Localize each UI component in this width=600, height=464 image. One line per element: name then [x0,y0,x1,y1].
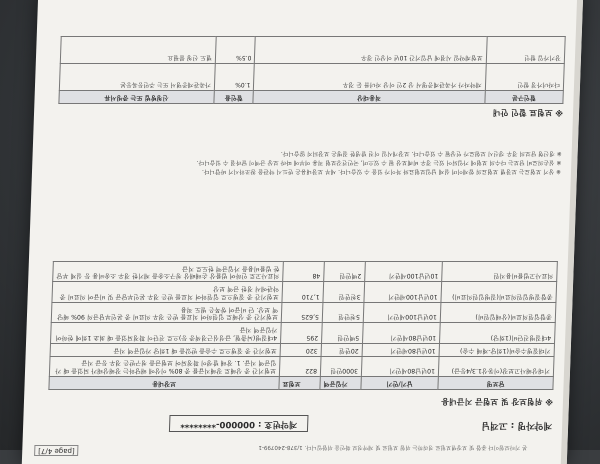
cell-amount: 20만원 [321,344,362,357]
section-discount-title: ※ 보험료 할인 안내 [492,108,564,117]
table-row [52,282,557,303]
cell-amount: 2백만원 [324,262,366,283]
table-row [51,303,556,324]
cell-premium: 48 [283,262,325,283]
table-row [59,64,564,91]
col-premium: 보험료 [279,377,320,390]
footnotes [56,146,562,174]
cell-period: 10년납80세만기 [363,323,441,344]
cell-content: 보험기간 중 상해로 장해지급률 중 80% 이상에 해당하는 장해상태가 되었을 때 가입금액 지급. 1. 장해 발생이 확정되어 보험금을 청구받은 경우 등급 지급 [49,356,280,377]
footnote: ※ 상기 보험료는 보장별 보험료의 합계이며 실제 납입보험료와 차이가 있을 수 있습니다. 세부 보장내용은 반드시 약관을 참조하시기 바랍니다. [201,168,562,174]
cell-target: 보험계약일 시점에 납입기간 10년 이상인 경우 [255,37,487,64]
cell-period: 10년납80세만기 [362,344,439,357]
col-coverage-name: 담보명 [438,377,553,390]
cell-content: 보험기간 중 상해로 입원하여 치료를 받은 경우 의료비 중 본인부담금의 90% 해당액 보상. 단 비급여 항목은 별도 적용 [51,303,282,324]
cell-name: 기대질병수술비(1회당-재해 수술) [439,344,554,357]
cell-content: 보험기간 중 질병으로 입원하여 치료를 받은 경우 본인부담금 및 비급여 의료비 중 약관에서 정한 금액 보상 [52,282,283,303]
cell-premium: 822 [279,356,321,377]
table-row [50,344,554,357]
cell-premium: 5,625 [281,303,323,324]
cell-period: 10년납100세만기 [363,303,441,324]
col-target: 적용대상 [253,91,485,104]
discount-table-header [59,91,563,104]
cell-name: 종합입원의료비(상해입원비) [440,303,556,324]
cell-amount: 5백만원 [322,323,364,344]
col-period: 납기/만기 [361,377,438,390]
discount-table [58,36,565,104]
col-method: 신청방법 또는 증빙서류 [59,91,214,104]
cell-name: 종합질병입원의료비(질병입원의료비) [441,282,557,303]
cell-target: 계약자가 가족관계증명서 상 2인 이상 자녀를 둔 경우 [254,64,486,91]
document-page [22,0,583,464]
col-insured-amount: 가입금액 [320,377,361,390]
cell-type: 다자녀가정 할인 [485,64,564,91]
col-coverage-content: 보장내용 [49,377,279,390]
cell-content: 보험기간 중 질병으로 수술을 받았을 때 1회당 가입금액 지급 [50,344,280,357]
cell-premium: 320 [280,344,321,357]
footnote: ※ 실손의료비 담보는 다수의 보험에 가입되어 있는 경우 비례보상 될 수 있으며, 국민건강보험 적용 여부에 따라 보상 금액이 달라질 수 있습니다. [196,158,562,165]
cell-rate: 0.5% [215,37,255,64]
cell-period: 10년납100세만기 [364,282,442,303]
cell-content: 4대질병(뇌출혈, 급성심근경색증 등)으로 진단이 확정되었을 때 최초 1회에 한하여 가입금액 지급 [51,323,282,344]
cell-period: 10년납80세만기 [361,356,439,377]
cell-name: 기대상해사고보장(이동상1.3/4등급) [438,356,554,377]
cell-amount: 5천만원 [322,303,364,324]
cell-premium: 1,710 [282,282,324,303]
table-row [49,356,554,377]
col-rate: 할인율 [214,91,254,104]
footnote: ※ 갱신형 담보의 경우 갱신시 보험료가 인상될 수 있습니다. 보장개시일 이전 발생한 질병은 보장되지 않습니다. [280,149,562,156]
cell-rate: 1.0% [214,64,254,91]
policyholder-title: 계약자명 : 고객님 [481,420,553,430]
cell-content: 의료사고로 인하여 법률상 손해배상 청구소송을 제기한 경우 소송비용 등 실제 부담한 법률비용을 가입금액 한도로 지급 [53,262,284,283]
cell-amount: 3000만원 [320,356,362,377]
table-row [51,323,556,344]
cell-method: 가족관계증명서 또는 주민등록등본 [59,64,215,91]
cell-name: 4대질병진단비(1회당) [440,323,556,344]
col-discount-type: 할인구분 [484,91,563,104]
cell-period: 10년납100세만기 [365,262,443,283]
contract-number: 계약번호 : 000000-******** [169,415,308,432]
document-header: 본 기타보험이다 종합 및 보장별보험료 정리하는 위험 보험료 및 계약정보 확인을 위함입니다. 1/378-240799-1 [258,444,528,450]
section-coverage-title: ※ 위험보장 및 보험금 지급내용 [441,397,554,406]
page-number: [page 4/7] [34,445,79,456]
cell-premium: 295 [281,323,323,344]
cell-method: 별도 신청 불필요 [60,37,216,64]
cell-type: 장기가입 할인 [486,37,565,64]
table-row [60,37,565,64]
cell-amount: 3천만원 [323,282,365,303]
coverage-table-header [49,377,553,390]
coverage-table [48,261,558,390]
cell-name: 의료사고법률비용지원 [442,262,558,283]
table-row [53,262,558,283]
